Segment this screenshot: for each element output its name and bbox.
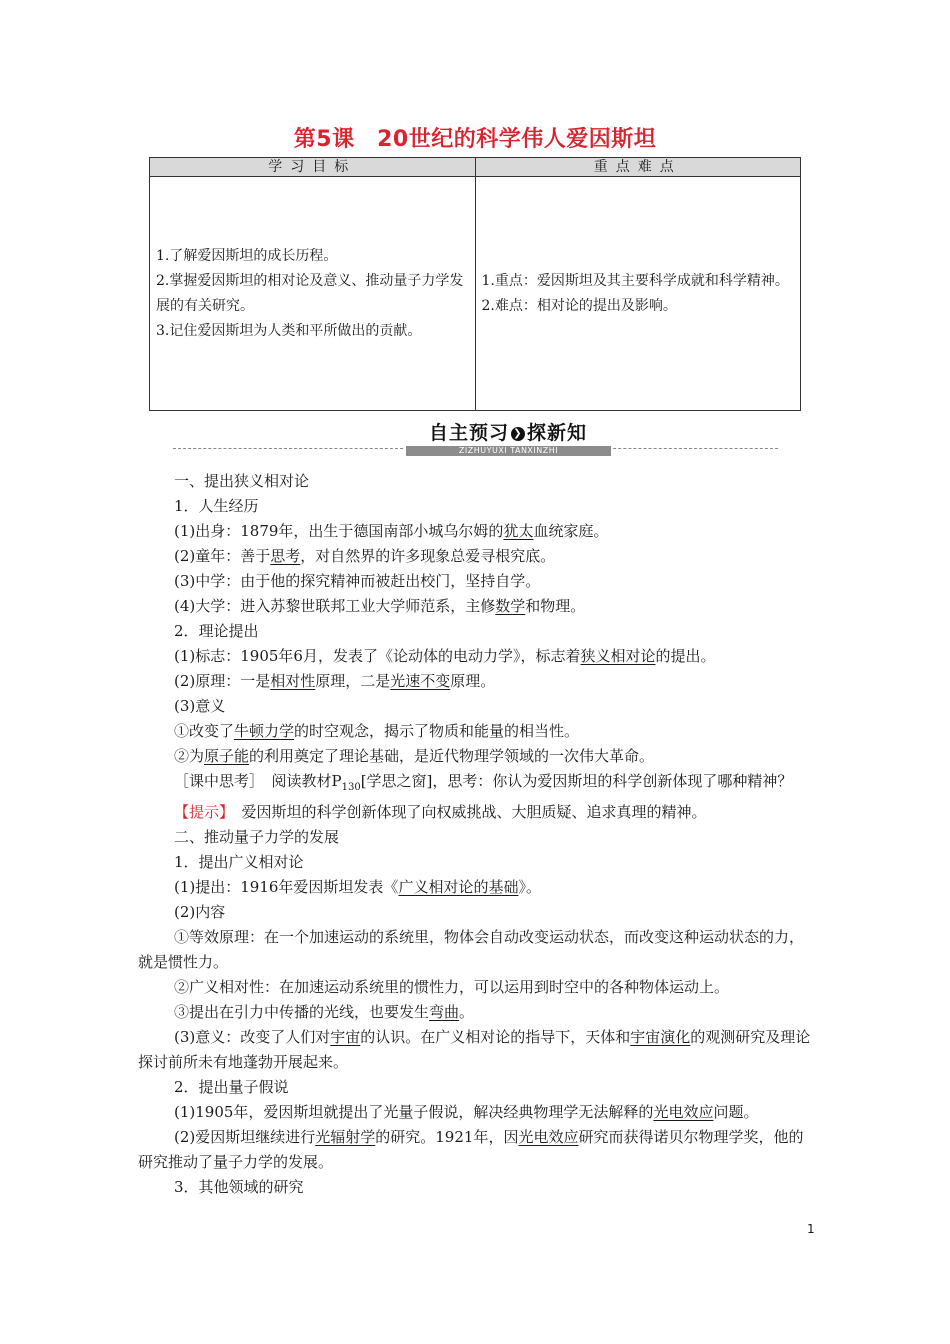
objectives-table-body (150, 177, 800, 411)
page-number: 1 (807, 1222, 815, 1236)
header-key-points: 重点难点 (593, 159, 682, 175)
objectives-table-header (150, 158, 800, 177)
blank-answer: 思考 (270, 547, 301, 565)
goal-item: 2.掌握爱因斯坦的相对论及意义、推动量子力学发展的有关研究。 (156, 273, 464, 314)
key-points-cell (476, 177, 801, 411)
blank-answer: 光电效应 (653, 1103, 714, 1121)
hint-paragraph: 【提示】 爱因斯坦的科学创新体现了向权威挑战、大胆质疑、追求真理的精神。 (174, 803, 707, 821)
paragraph: (1)1905年，爱因斯坦就提出了光量子假说，解决经典物理学无法解释的光电效应问题。 (174, 1103, 759, 1121)
paragraph: (1)提出：1916年爱因斯坦发表《广义相对论的基础》。 (174, 878, 541, 896)
subheading: 3．其他领域的研究 (174, 1178, 304, 1196)
blank-answer: 原子能 (204, 747, 250, 765)
blank-answer: 牛顿力学 (234, 722, 295, 740)
main-content (138, 469, 818, 1200)
page-title: 第5课 20世纪的科学伟人爱因斯坦 (293, 127, 657, 152)
banner-divider-right (598, 448, 778, 449)
subheading: 1．提出广义相对论 (174, 853, 304, 871)
banner-divider-left (173, 448, 403, 449)
blank-answer: 狭义相对论 (580, 647, 656, 665)
blank-answer: 宇宙 (330, 1028, 361, 1046)
paragraph: ③提出在引力中传播的光线，也要发生弯曲。 (174, 1003, 475, 1021)
goal-item: 1.了解爱因斯坦的成长历程。 (156, 248, 338, 264)
blank-answer: 光速不变 (390, 672, 451, 690)
banner-subtitle: ZIZHUYUXI TANXINZHI (406, 446, 611, 456)
banner-title-left: 自主预习 (428, 422, 509, 444)
objectives-table (149, 157, 801, 411)
blank-answer: 犹太 (503, 522, 534, 540)
key-point-item: 2.难点：相对论的提出及影响。 (481, 298, 677, 314)
subheading: 2．理论提出 (174, 622, 259, 640)
blank-answer: 宇宙演化 (630, 1028, 691, 1046)
goal-item: 3.记住爱因斯坦为人类和平所做出的贡献。 (156, 323, 422, 339)
blank-answer: 相对性 (270, 672, 316, 690)
blank-answer: 广义相对论的基础 (398, 878, 519, 896)
banner-title (418, 420, 598, 446)
header-learning-goals: 学习目标 (150, 158, 476, 176)
arrow-right-icon: ❯ (511, 427, 525, 441)
section-heading: 一、提出狭义相对论 (174, 472, 310, 490)
paragraph: (3)意义 (174, 697, 226, 715)
paragraph: (1)出身：1879年，出生于德国南部小城乌尔姆的犹太血统家庭。 (174, 522, 609, 540)
subheading: 1．人生经历 (174, 497, 259, 515)
learning-goals-cell (150, 177, 476, 411)
paragraph: (3)中学：由于他的探究精神而被赶出校门，坚持自学。 (174, 572, 541, 590)
section-banner (173, 420, 778, 456)
hint-label: 【提示】 (174, 803, 227, 821)
paragraph: ②广义相对性：在加速运动系统里的惯性力，可以运用到时空中的各种物体运动上。 (174, 978, 730, 996)
paragraph: (2)内容 (174, 903, 226, 921)
blank-answer: 弯曲 (429, 1003, 460, 1021)
paragraph: (2)爱因斯坦继续进行光辐射学的研究。1921年，因光电效应研究而获得诺贝尔物理学奖，他的研究推动了量子力学的发展。 (138, 1128, 804, 1171)
key-point-item: 1.重点：爱因斯坦及其主要科学成就和科学精神。 (481, 273, 789, 289)
section-heading: 二、推动量子力学的发展 (174, 828, 340, 846)
paragraph: (3)意义：改变了人们对宇宙的认识。在广义相对论的指导下，天体和宇宙演化的观测研究及理论探讨前所未有地蓬勃开展起来。 (138, 1028, 811, 1071)
think-question: ［课中思考］ 阅读教材$P_{130}$[学思之窗]，思考：你认为爱因斯坦的科学创新体现了哪种精神？ (174, 772, 793, 793)
paragraph: (2)童年：善于思考，对自然界的许多现象总爱寻根究底。 (174, 547, 556, 565)
blank-answer: 数学 (495, 597, 526, 615)
paragraph: (4)大学：进入苏黎世联邦工业大学师范系，主修数学和物理。 (174, 597, 586, 615)
blank-answer: 光电效应 (518, 1128, 579, 1146)
blank-answer: 光辐射学 (315, 1128, 376, 1146)
paragraph: (1)标志：1905年6月，发表了《论动体的电动力学》，标志着狭义相对论的提出。 (174, 647, 716, 665)
banner-title-right: 探新知 (527, 422, 588, 444)
paragraph: ②为原子能的利用奠定了理论基础，是近代物理学领域的一次伟大革命。 (174, 747, 655, 765)
paragraph: ①等效原理：在一个加速运动的系统里，物体会自动改变运动状态，而改变这种运动状态的力，就是惯性力。 (138, 928, 805, 971)
subheading: 2．提出量子假说 (174, 1078, 289, 1096)
paragraph: ①改变了牛顿力学的时空观念，揭示了物质和能量的相当性。 (174, 722, 580, 740)
paragraph: (2)原理：一是相对性原理，二是光速不变原理。 (174, 672, 496, 690)
